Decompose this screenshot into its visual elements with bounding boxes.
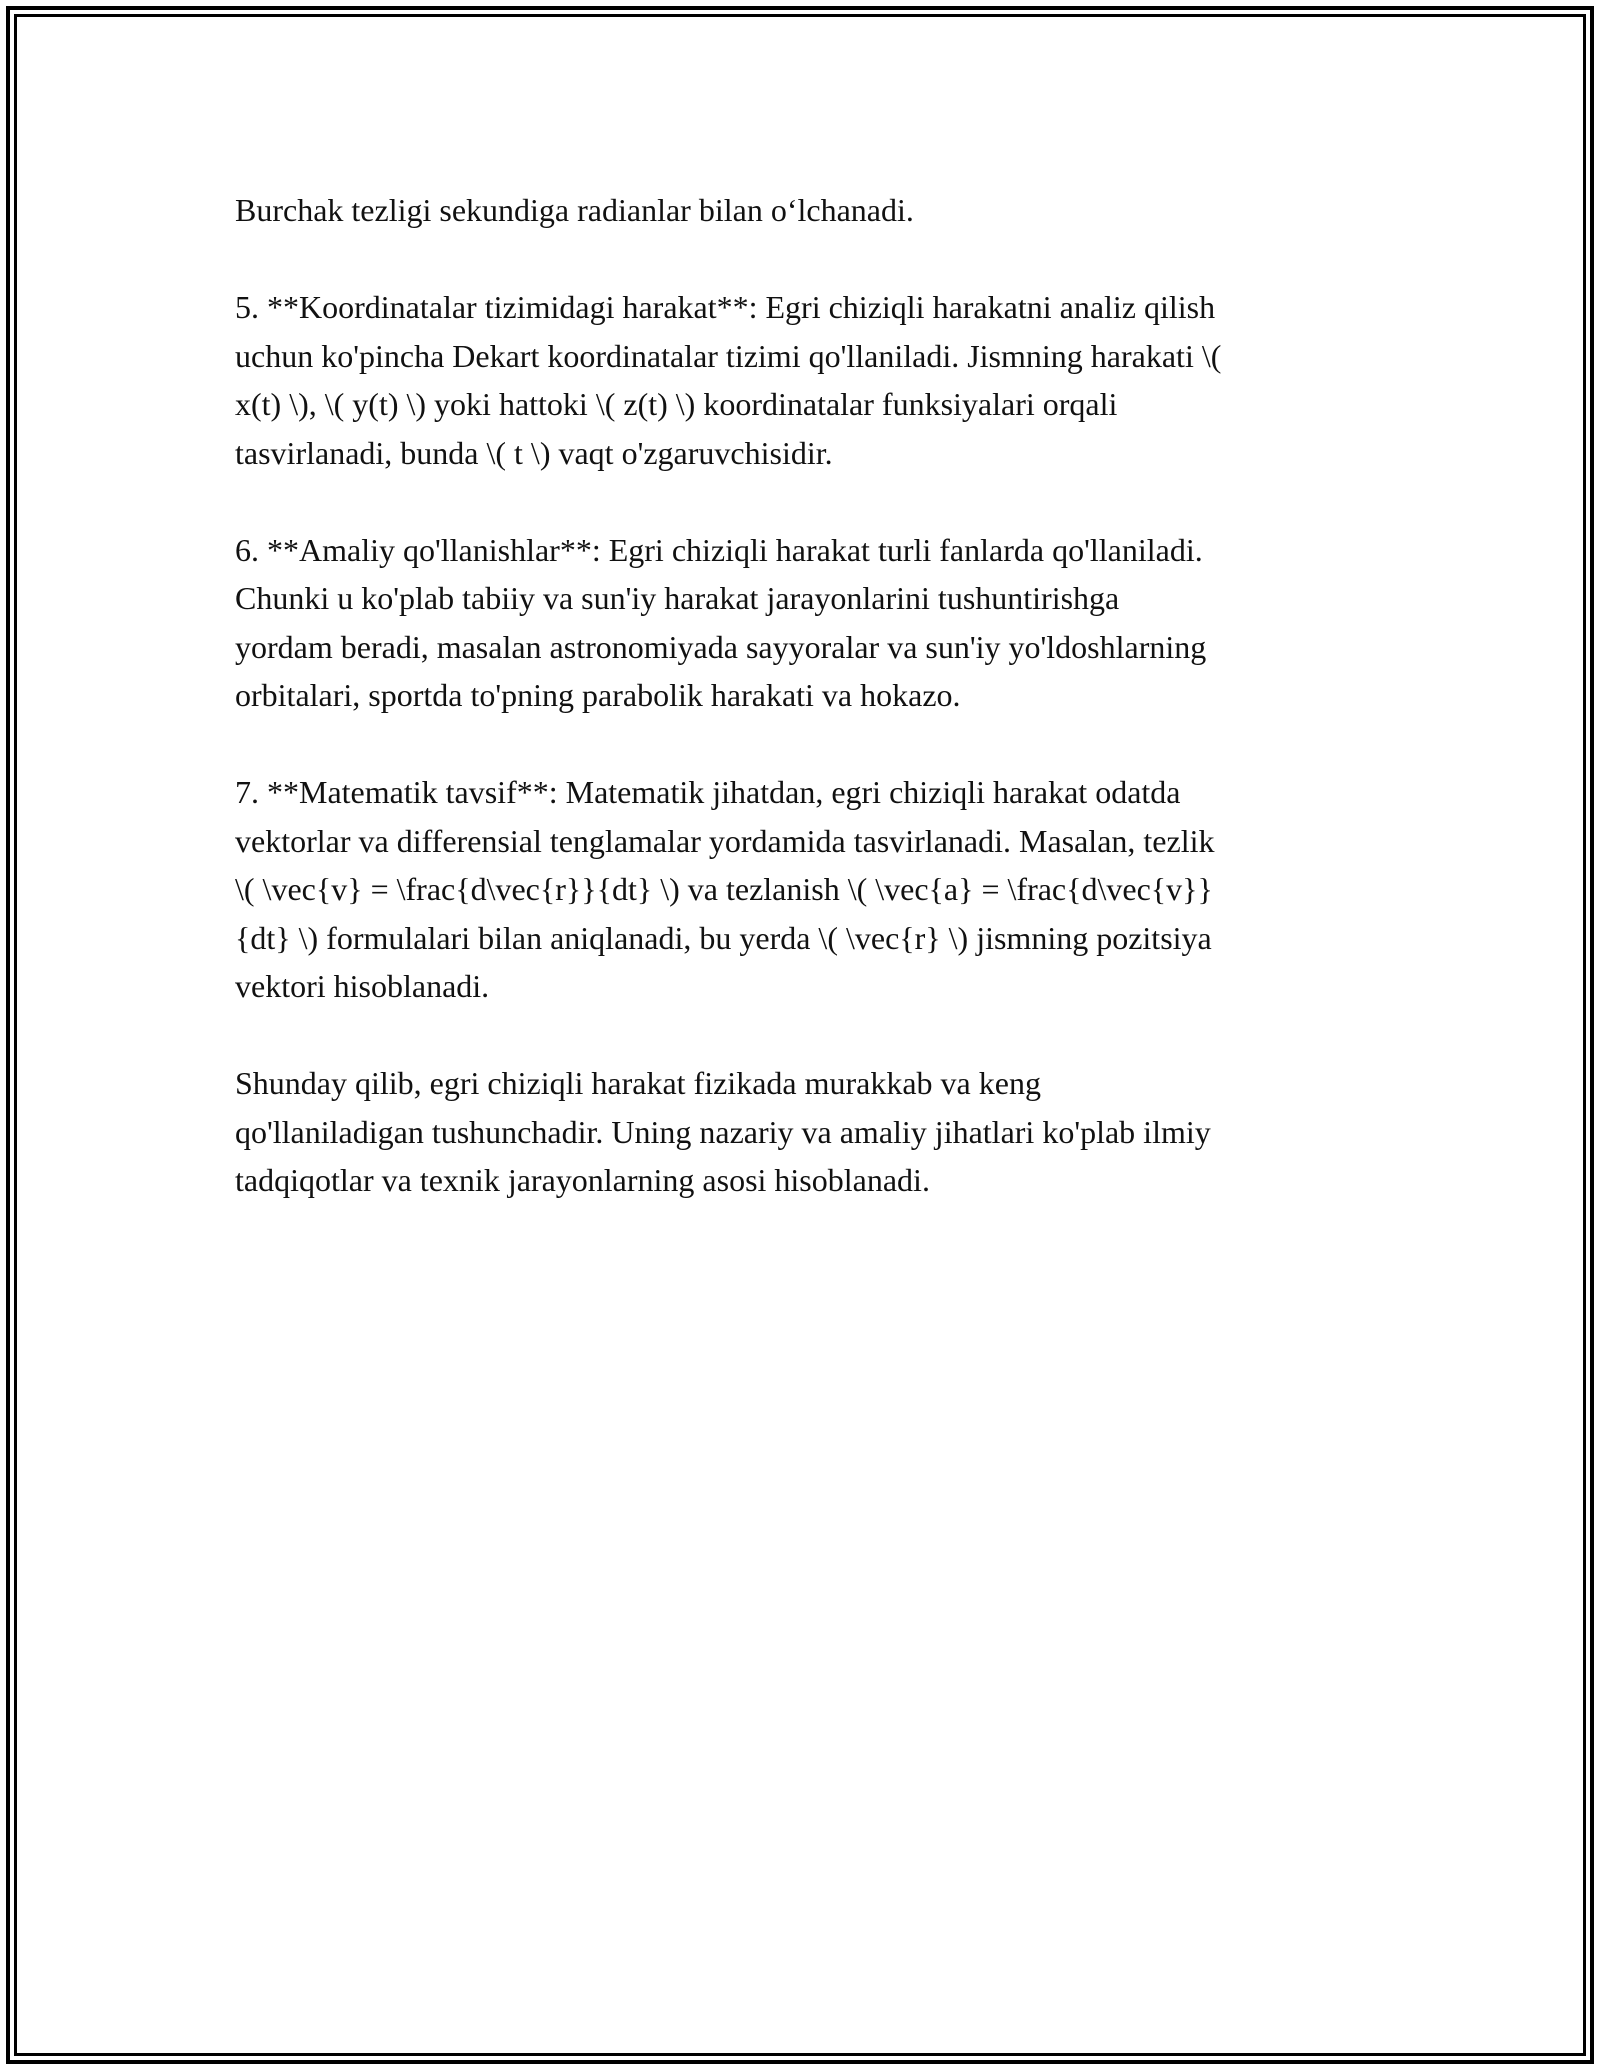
paragraph-angular-velocity-unit: Burchak tezligi sekundiga radianlar bilan o‘lchanadi.	[235, 192, 914, 228]
document-body	[235, 186, 1365, 1253]
paragraph-coordinate-system-motion: 5. **Koordinatalar tizimidagi harakat**: Egri chiziqli harakatni analiz qilish uchun ko'pincha Dekart koordinatalar tizimi qo'llaniladi. Jismning harakati \( x(t) \), \( y(t) \) yoki hattoki \( z(t) \) koordinatalar funksiyalari orqali tasvirlanadi, bunda \( t \) vaqt o'zgaruvchisidir.	[235, 289, 1222, 471]
paragraph-conclusion: Shunday qilib, egri chiziqli harakat fizikada murakkab va keng qo'llaniladigan tushunchadir. Uning nazariy va amaliy jihatlari ko'plab ilmiy tadqiqotlar va texnik jarayonlarning asosi hisoblanadi.	[235, 1065, 1211, 1198]
paragraph-mathematical-description: 7. **Matematik tavsif**: Matematik jihatdan, egri chiziqli harakat odatda vektorlar va differensial tenglamalar yordamida tasvirlanadi. Masalan, tezlik \( \vec{v} = \frac{d\vec{r}}{dt} \) va tezlanish \( \vec{a} = \frac{d\vec{v}} {dt} \) formulalari bilan aniqlanadi, bu yerda \( \vec{r} \) jismning pozitsiya vektori hisoblanadi.	[235, 774, 1215, 1004]
paragraph-practical-applications: 6. **Amaliy qo'llanishlar**: Egri chiziqli harakat turli fanlarda qo'llaniladi. Chunki u ko'plab tabiiy va sun'iy harakat jarayonlarini tushuntirishga yordam beradi, masalan astronomiyada sayyoralar va sun'iy yo'ldoshlarning orbitalari, sportda to'pning parabolik harakati va hokazo.	[235, 531, 1207, 713]
